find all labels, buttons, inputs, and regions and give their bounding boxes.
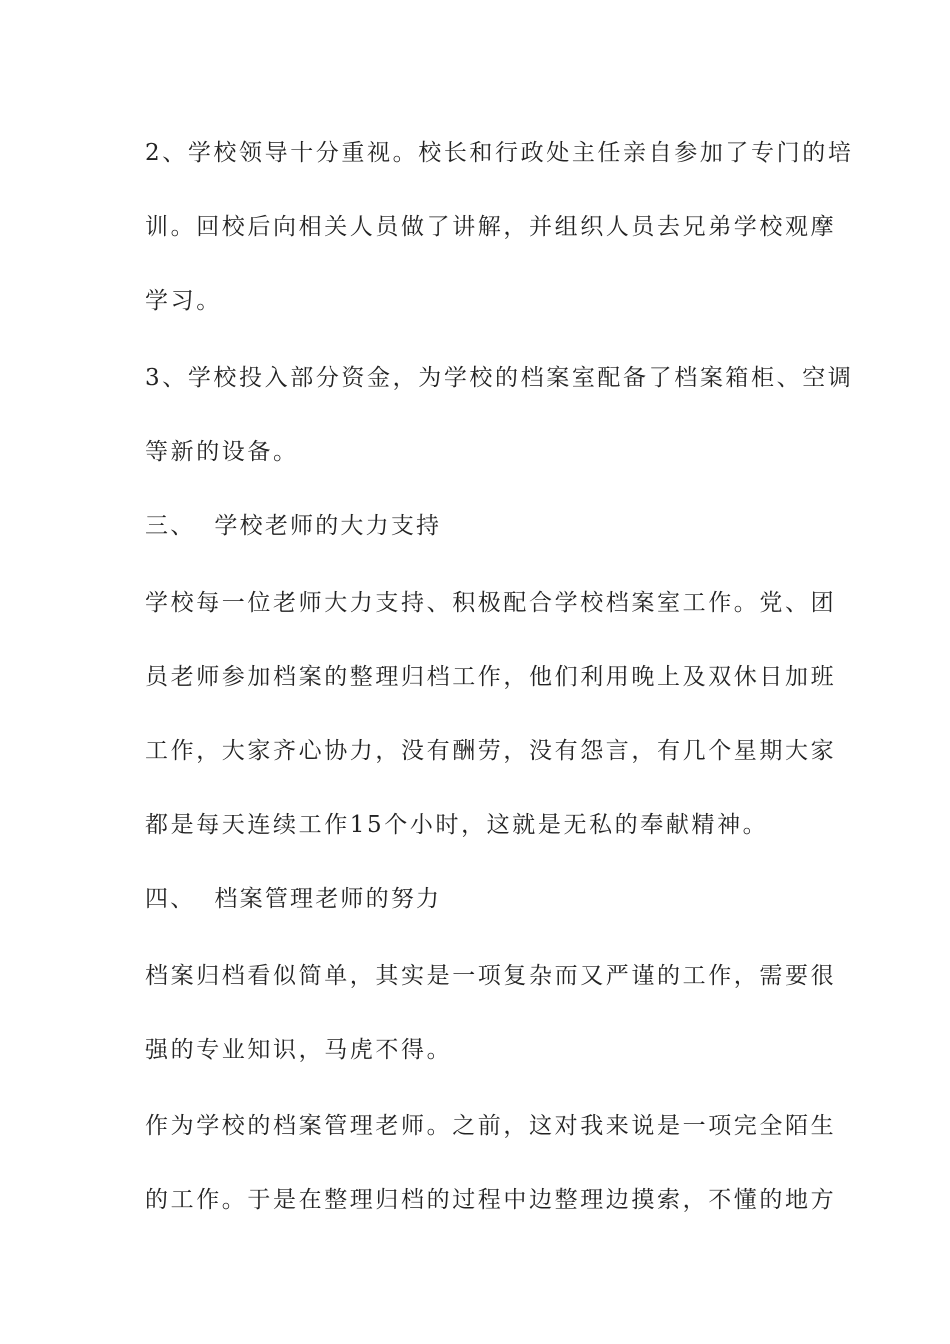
section-heading: 四、 档案管理老师的努力 (145, 886, 442, 912)
body-text-line: 训。回校后向相关人员做了讲解，并组织人员去兄弟学校观摩 (145, 214, 837, 240)
body-text-line: 作为学校的档案管理老师。之前，这对我来说是一项完全陌生 (145, 1113, 837, 1139)
body-text-line: 员老师参加档案的整理归档工作，他们利用晚上及双休日加班 (145, 664, 837, 690)
body-text-line: 强的专业知识，马虎不得。 (145, 1037, 453, 1063)
body-text-line: 的工作。于是在整理归档的过程中边整理边摸索，不懂的地方 (145, 1187, 837, 1213)
body-text-line: 档案归档看似简单，其实是一项复杂而又严谨的工作，需要很 (145, 963, 837, 989)
body-text-line: 等新的设备。 (145, 439, 299, 465)
body-text-line: 都是每天连续工作15个小时，这就是无私的奉献精神。 (145, 812, 769, 838)
section-heading: 三、 学校老师的大力支持 (145, 513, 442, 539)
body-text-line: 学校每一位老师大力支持、积极配合学校档案室工作。党、团 (145, 590, 837, 616)
body-text-line: 2、学校领导十分重视。校长和行政处主任亲自参加了专门的培 (145, 140, 854, 166)
body-text-line: 工作，大家齐心协力，没有酬劳，没有怨言，有几个星期大家 (145, 738, 837, 764)
body-text-line: 学习。 (145, 288, 222, 314)
body-text-line: 3、学校投入部分资金，为学校的档案室配备了档案箱柜、空调 (145, 365, 854, 391)
